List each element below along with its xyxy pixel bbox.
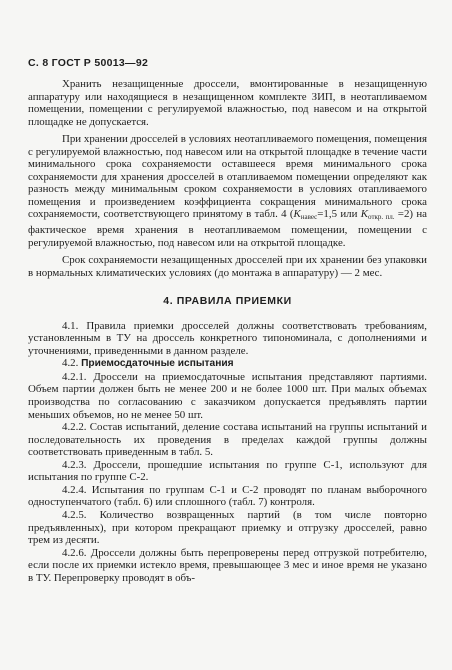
paragraph-4-2-6: 4.2.6. Дроссели должны быть перепроверены перед отгрузкой потребителю, если после их приемки истекло время, превышающее 3 мес и иное время не указано в ТУ. Перепроверку проводят в объ- [28, 546, 427, 584]
page-header: С. 8 ГОСТ Р 50013—92 [28, 57, 149, 69]
paragraph-4-1: 4.1. Правила приемки дросселей должны соответствовать требованиям, установленным в ТУ на дроссель конкретного типономинала, с дополнениями и уточнениями, приведенными в данном разделе. [28, 319, 427, 357]
para2-after: на фактическое время хранения в неотапливаемом помещении, помещении с регулируемой влажностью, под навесом или на открытой площадке. [28, 208, 427, 249]
para2-before: При хранении дросселей в условиях неотапливаемого помещения, помещения с регулируемой влажностью, под навесом или на открытой площадке в течение части минимального срока сохраняемости оставшееся время минимального срока сохраняемости для хранения дросселей в отапливаемом помещении определяют как разность между минимальным сроком сохраняемости в условиях отапливаемого помещения и произведением коэффициента сокращения минимального срока сохраняемости, соответствующего принятому в табл. 4 ( [28, 133, 427, 221]
k-navesa-value: =1,5 или [317, 208, 361, 221]
k-otkr-value: =2) [394, 208, 414, 221]
paragraph-storage-calculation [28, 133, 427, 249]
paragraph-storage-unprotected: Хранить незащищенные дроссели, вмонтированные в незащищенную аппаратуру или находящиеся в незащищенном комплекте ЗИП, в неотапливаемом помещении, помещении с регулируемой влажностью, под навесом и на открытой площадке не допускается. [28, 78, 427, 128]
subsection-4-2-heading [28, 357, 427, 371]
k-navesa-symbol: K [293, 208, 301, 221]
paragraph-shelf-life: Срок сохраняемости незащищенных дросселей при их хранении без упаковки в нормальных климатических условиях (до монтажа в аппаратуру) — 2 мес. [28, 254, 427, 279]
paragraph-4-2-3: 4.2.3. Дроссели, прошедшие испытания по группе С-1, используют для испытания по группе С-2. [28, 458, 427, 484]
paragraph-4-2-1: 4.2.1. Дроссели на приемосдаточные испытания представляют партиями. Объем партии должен быть не менее 200 и не более 1000 шт. При малых объемах производства по согласованию с заказчиком допускается предъявлять партии меньших объемов, но не менее 50 шт. [28, 370, 427, 421]
paragraph-4-2-2: 4.2.2. Состав испытаний, деление состава испытаний на группы испытаний и последовательность их проведения в пределах каждой группы должны соответствовать приведенным в табл. 5. [28, 421, 427, 459]
paragraph-4-2-5: 4.2.5. Количество возвращенных партий (в том числе повторно предъявленных), при котором прекращают приемку и отгрузку дросселей, равно трем из десяти. [28, 508, 427, 547]
k-navesa-subscript: навес [300, 213, 318, 222]
paragraph-4-2-4: 4.2.4. Испытания по группам С-1 и С-2 проводят по планам выборочного одноступенчатого (табл. 6) или сплошного (табл. 7) контроля. [28, 483, 427, 509]
subsection-4-2-number: 4.2. [62, 357, 82, 370]
subsection-4-2-title: Приемосдаточные испытания [81, 358, 234, 370]
k-otkr-subscript: откр. пл. [368, 213, 395, 222]
section-title: 4. ПРАВИЛА ПРИЕМКИ [163, 295, 292, 308]
document-body [28, 78, 427, 584]
k-otkr-symbol: K [360, 208, 369, 221]
